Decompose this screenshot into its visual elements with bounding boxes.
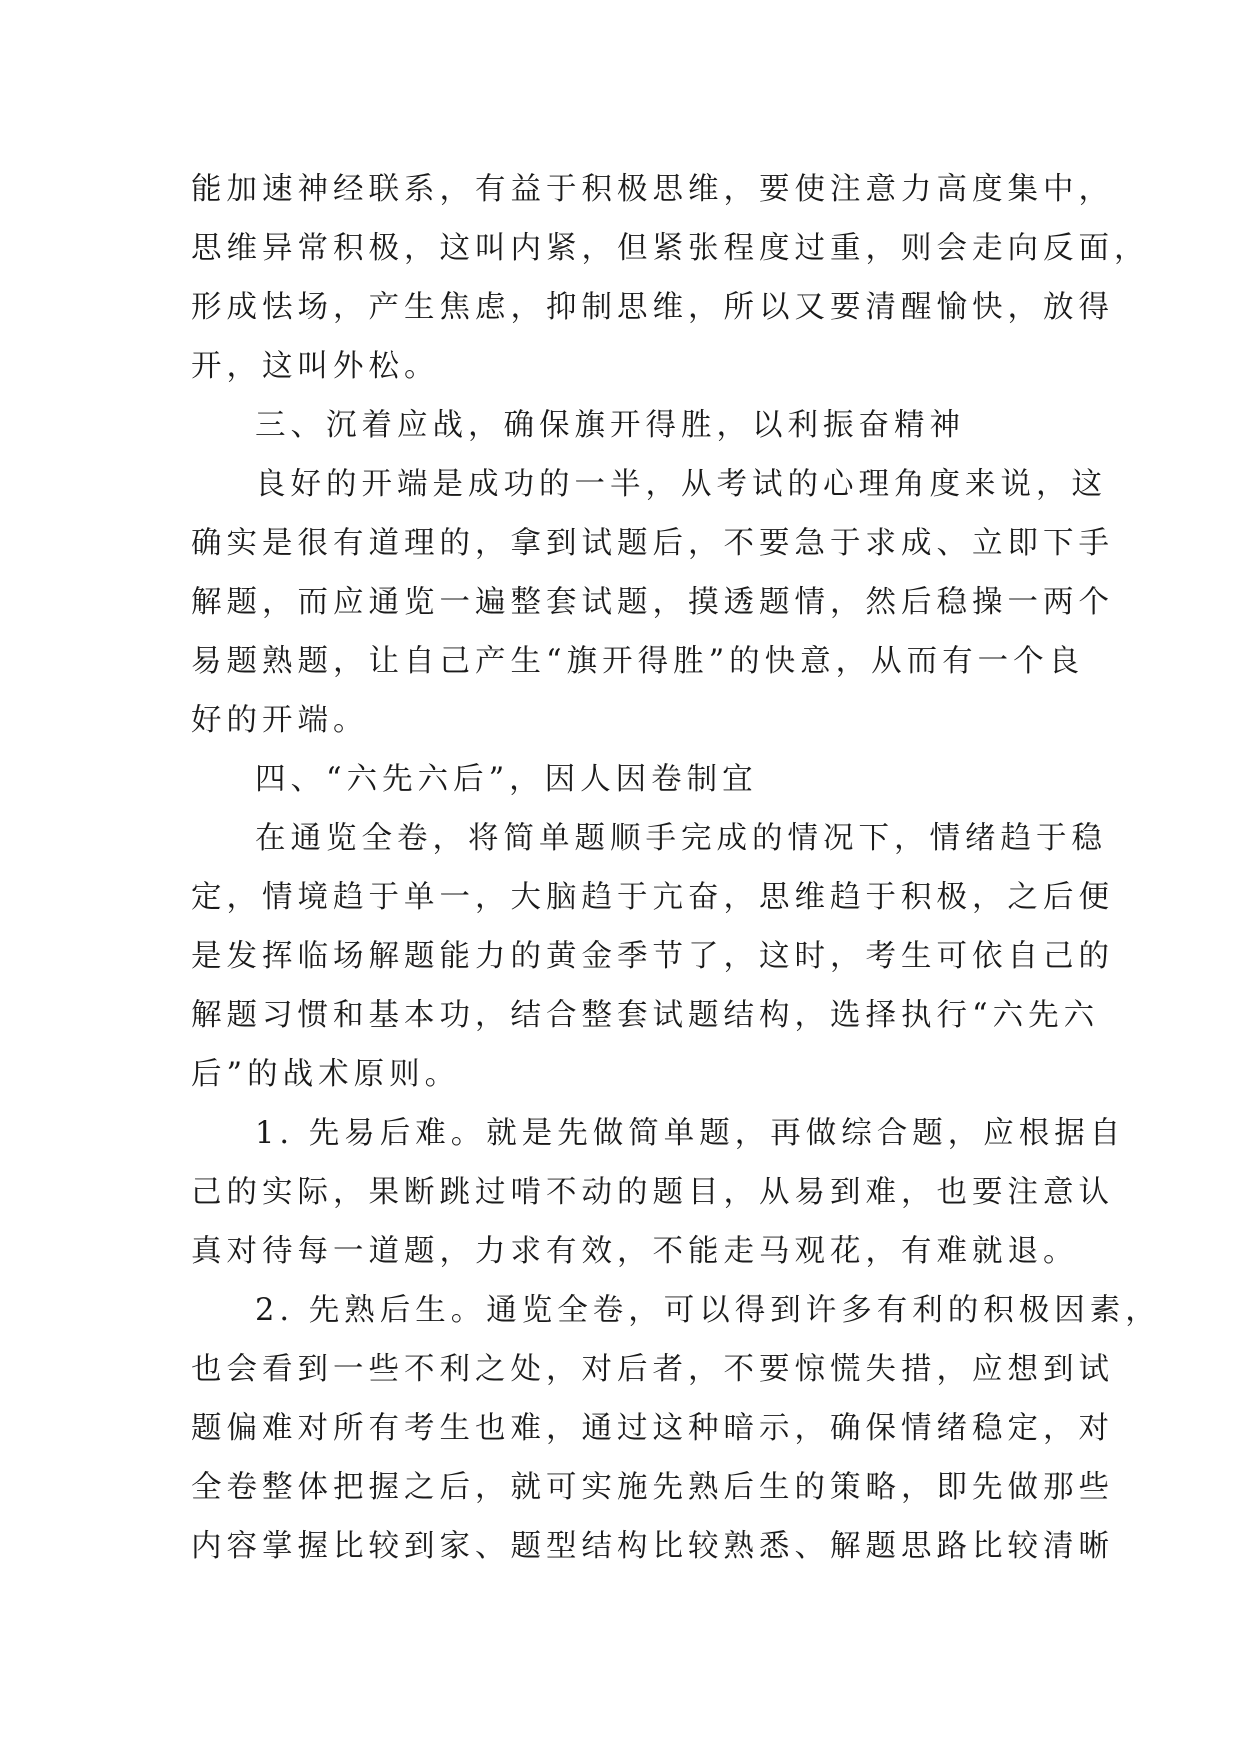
text-line: 定，情境趋于单一，大脑趋于亢奋，思维趋于积极，之后便 <box>191 880 1114 915</box>
text-line: 后”的战术原则。 <box>191 1057 461 1092</box>
text-line: 开，这叫外松。 <box>191 349 440 384</box>
text-line: 也会看到一些不利之处，对后者，不要惊慌失措，应想到试 <box>191 1352 1114 1387</box>
text-line: 好的开端。 <box>191 703 369 738</box>
text-line: 三、沉着应战，确保旗开得胜，以利振奋精神 <box>255 408 965 443</box>
text-line: 真对待每一道题，力求有效，不能走马观花，有难就退。 <box>191 1234 1079 1269</box>
text-line: 确实是很有道理的，拿到试题后，不要急于求成、立即下手 <box>191 526 1114 561</box>
text-line: 全卷整体把握之后，就可实施先熟后生的策略，即先做那些 <box>191 1470 1114 1505</box>
text-line: 2. 先熟后生。通览全卷，可以得到许多有利的积极因素， <box>255 1293 1161 1328</box>
document-body <box>191 160 1161 1576</box>
text-line: 形成怯场，产生焦虑，抑制思维，所以又要清醒愉快，放得 <box>191 290 1114 325</box>
text-line: 易题熟题，让自己产生“旗开得胜”的快意，从而有一个良 <box>191 644 1085 679</box>
text-line: 解题习惯和基本功，结合整套试题结构，选择执行“六先六 <box>191 998 1100 1033</box>
text-line: 内容掌握比较到家、题型结构比较熟悉、解题思路比较清晰 <box>191 1529 1114 1564</box>
text-line: 题偏难对所有考生也难，通过这种暗示，确保情绪稳定，对 <box>191 1411 1114 1446</box>
text-line: 良好的开端是成功的一半，从考试的心理角度来说，这 <box>255 467 1107 502</box>
text-line: 解题，而应通览一遍整套试题，摸透题情，然后稳操一两个 <box>191 585 1114 620</box>
text-line: 己的实际，果断跳过啃不动的题目，从易到难，也要注意认 <box>191 1175 1114 1210</box>
text-line: 在通览全卷，将简单题顺手完成的情况下，情绪趋于稳 <box>255 821 1107 856</box>
text-line: 1. 先易后难。就是先做简单题，再做综合题，应根据自 <box>255 1116 1126 1151</box>
text-line: 能加速神经联系，有益于积极思维，要使注意力高度集中， <box>191 172 1114 207</box>
text-line: 四、“六先六后”，因人因卷制宜 <box>255 762 758 797</box>
text-line: 思维异常积极，这叫内紧，但紧张程度过重，则会走向反面， <box>191 231 1150 266</box>
text-line: 是发挥临场解题能力的黄金季节了，这时，考生可依自己的 <box>191 939 1114 974</box>
